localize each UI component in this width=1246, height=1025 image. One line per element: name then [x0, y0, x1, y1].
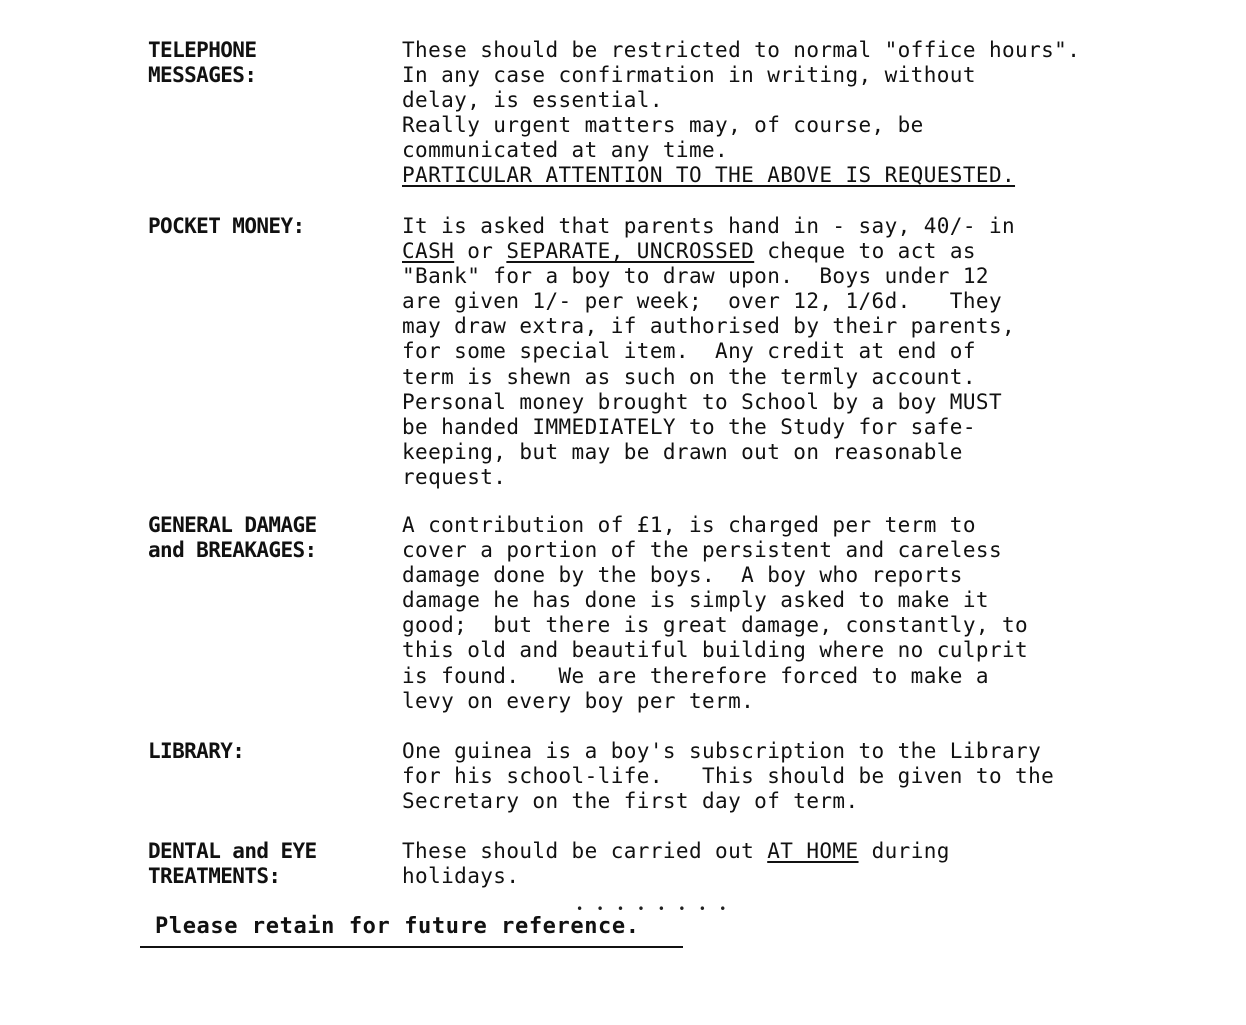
footer-underline	[140, 946, 683, 948]
text-line-mixed	[402, 239, 1222, 264]
text-line: damage done by the boys. A boy who reports	[402, 563, 963, 588]
heading-line: GENERAL DAMAGE	[148, 513, 317, 537]
heading-line: DENTAL and EYE	[148, 839, 317, 863]
text-line-mixed	[402, 839, 1222, 864]
text-fragment: These should be carried out	[402, 839, 768, 863]
text-line: Personal money brought to School by a boy MUST	[402, 389, 1002, 414]
heading-general-damage	[148, 513, 388, 563]
heading-line: POCKET MONEY:	[148, 214, 305, 238]
text-line: One guinea is a boy's subscription to the Library	[402, 739, 1042, 763]
footer-note: Please retain for future reference.	[155, 914, 640, 939]
body-general-damage	[402, 513, 1222, 714]
text-line: be handed IMMEDIATELY to the Study for safe-	[402, 414, 976, 439]
heading-line: and BREAKAGES:	[148, 538, 317, 563]
text-fragment: or	[454, 239, 507, 264]
text-fragment: cheque to act as	[754, 239, 976, 264]
text-line: term is shewn as such on the termly account.	[402, 364, 976, 389]
text-line: delay, is essential.	[402, 88, 663, 113]
text-line: Really urgent matters may, of course, be	[402, 113, 924, 138]
text-line: damage he has done is simply asked to make it	[402, 588, 989, 613]
text-line: keeping, but may be drawn out on reasonable	[402, 439, 963, 464]
body-pocket-money	[402, 214, 1222, 490]
body-library	[402, 739, 1222, 814]
text-line: request.	[402, 464, 507, 489]
separator-dots: • • • • • • • •	[576, 902, 730, 916]
text-line: communicated at any time.	[402, 138, 729, 163]
heading-telephone-messages	[148, 38, 388, 88]
text-line: These should be restricted to normal "office hours".	[402, 38, 1081, 62]
emphasis-line: PARTICULAR ATTENTION TO THE ABOVE IS REQUESTED.	[402, 163, 1016, 188]
heading-line: TREATMENTS:	[148, 864, 281, 889]
text-line: levy on every boy per term.	[402, 688, 755, 713]
text-line: for his school-life. This should be given to the	[402, 764, 1055, 789]
text-fragment: during	[858, 839, 950, 863]
underlined-separate-uncrossed: SEPARATE, UNCROSSED	[506, 239, 755, 264]
text-line: Secretary on the first day of term.	[402, 789, 859, 814]
heading-line: MESSAGES:	[148, 63, 257, 88]
text-line: is found. We are therefore forced to make a	[402, 663, 989, 688]
text-line: good; but there is great damage, constantly, to	[402, 613, 1029, 638]
text-line: In any case confirmation in writing, without	[402, 63, 976, 88]
heading-line: TELEPHONE	[148, 38, 257, 62]
text-line: "Bank" for a boy to draw upon. Boys under 12	[402, 264, 989, 289]
text-line: cover a portion of the persistent and careless	[402, 538, 1002, 563]
body-dental-eye	[402, 839, 1222, 889]
text-line: holidays.	[402, 864, 520, 889]
text-line: A contribution of £1, is charged per term to	[402, 513, 976, 537]
underlined-at-home: AT HOME	[767, 839, 859, 863]
heading-dental-eye	[148, 839, 388, 889]
heading-pocket-money	[148, 214, 388, 239]
body-telephone-messages	[402, 38, 1222, 189]
text-line: may draw extra, if authorised by their parents,	[402, 314, 1016, 339]
text-line: for some special item. Any credit at end of	[402, 339, 976, 364]
heading-line: LIBRARY:	[148, 739, 245, 763]
text-line: It is asked that parents hand in - say, 40/- in	[402, 214, 1016, 238]
text-line: this old and beautiful building where no culprit	[402, 638, 1029, 663]
text-line: are given 1/- per week; over 12, 1/6d. They	[402, 289, 1002, 314]
underlined-cash: CASH	[402, 239, 455, 264]
heading-library	[148, 739, 388, 764]
